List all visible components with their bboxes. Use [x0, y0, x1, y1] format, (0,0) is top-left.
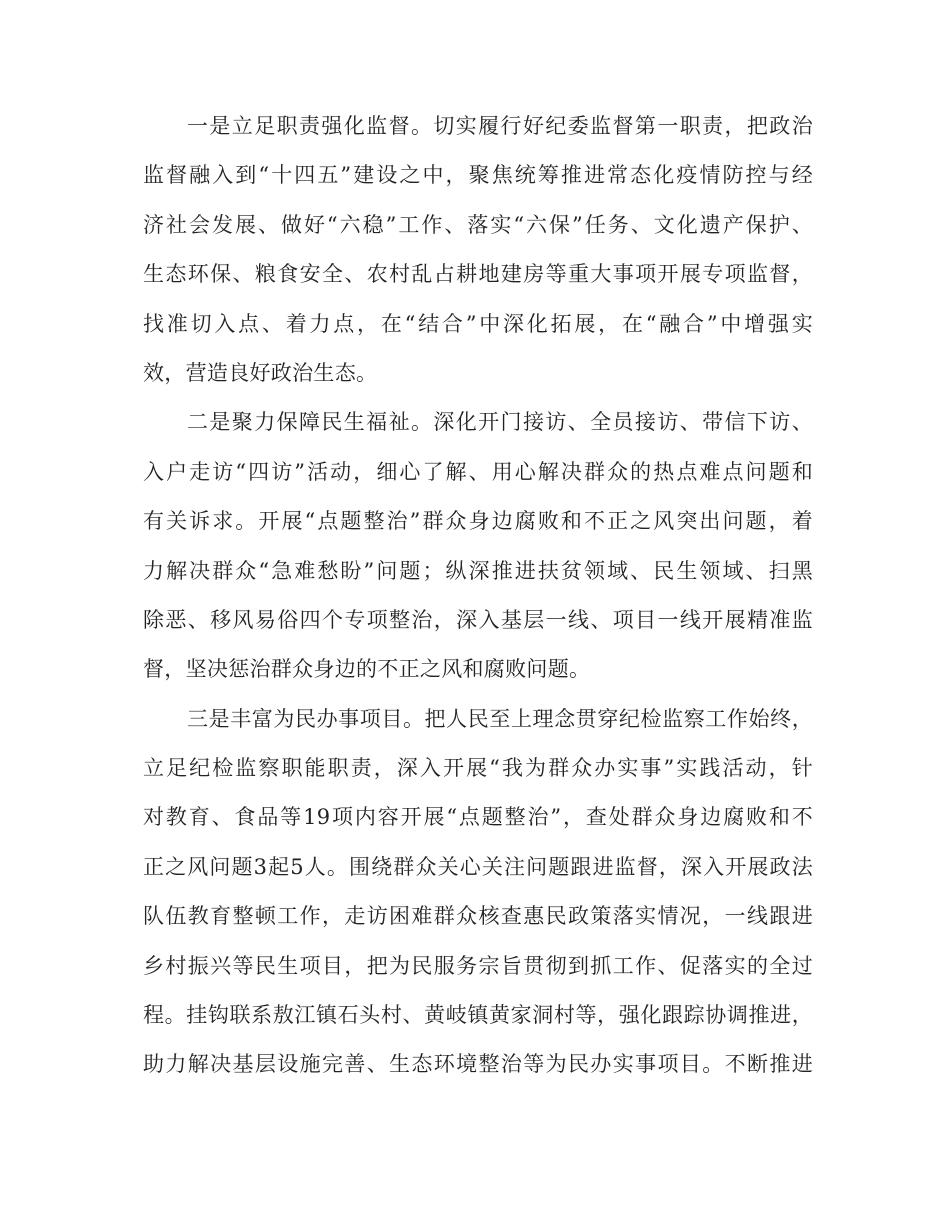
- text-line: 程。挂钩联系敖江镇石头村、黄岐镇黄家洞村等，强化跟踪协调推进，: [143, 1003, 813, 1028]
- text-line: 力解决群众“急难愁盼”问题；纵深推进扶贫领域、民生领域、扫黑: [143, 558, 813, 583]
- text-line: 三是丰富为民办事项目。把人民至上理念贯穿纪检监察工作始终，: [187, 706, 813, 731]
- text-line: 有关诉求。开展“点题整治”群众身边腐败和不正之风突出问题，着: [143, 509, 813, 534]
- text-line: 找准切入点、着力点，在“结合”中深化拓展，在“融合”中增强实: [143, 311, 813, 336]
- text-line: 生态环保、粮食安全、农村乱占耕地建房等重大事项开展专项监督，: [143, 262, 813, 287]
- text-line: 队伍教育整顿工作，走访困难群众核查惠民政策落实情况，一线跟进: [143, 904, 813, 929]
- paragraph-1: [143, 108, 813, 404]
- paragraph-2: [143, 404, 813, 700]
- paragraph-3: [143, 701, 813, 1096]
- text-line: 入户走访“四访”活动，细心了解、用心解决群众的热点难点问题和: [143, 459, 813, 484]
- text-line: 乡村振兴等民生项目，把为民服务宗旨贯彻到抓工作、促落实的全过: [143, 953, 813, 978]
- text-line: 二是聚力保障民生福祉。深化开门接访、全员接访、带信下访、: [187, 410, 813, 435]
- text-line: 立足纪检监察职能职责，深入开展“我为群众办实事”实践活动，针: [143, 756, 813, 781]
- text-line: 除恶、移风易俗四个专项整治，深入基层一线、项目一线开展精准监: [143, 607, 813, 632]
- text-line: 正之风问题3起5人。围绕群众关心关注问题跟进监督，深入开展政法: [143, 854, 813, 879]
- text-line: 监督融入到“十四五”建设之中，聚焦统筹推进常态化疫情防控与经: [143, 163, 813, 188]
- text-line: 效，营造良好政治生态。: [143, 360, 378, 385]
- document-body: [143, 108, 813, 1096]
- text-line: 一是立足职责强化监督。切实履行好纪委监督第一职责，把政治: [187, 114, 813, 138]
- text-line: 济社会发展、做好“六稳”工作、落实“六保”任务、文化遗产保护、: [143, 212, 813, 237]
- text-line: 助力解决基层设施完善、生态环境整治等为民办实事项目。不断推进: [143, 1052, 813, 1077]
- text-line: 对教育、食品等19项内容开展“点题整治”，查处群众身边腐败和不: [143, 805, 813, 830]
- text-line: 督，坚决惩治群众身边的不正之风和腐败问题。: [143, 657, 591, 682]
